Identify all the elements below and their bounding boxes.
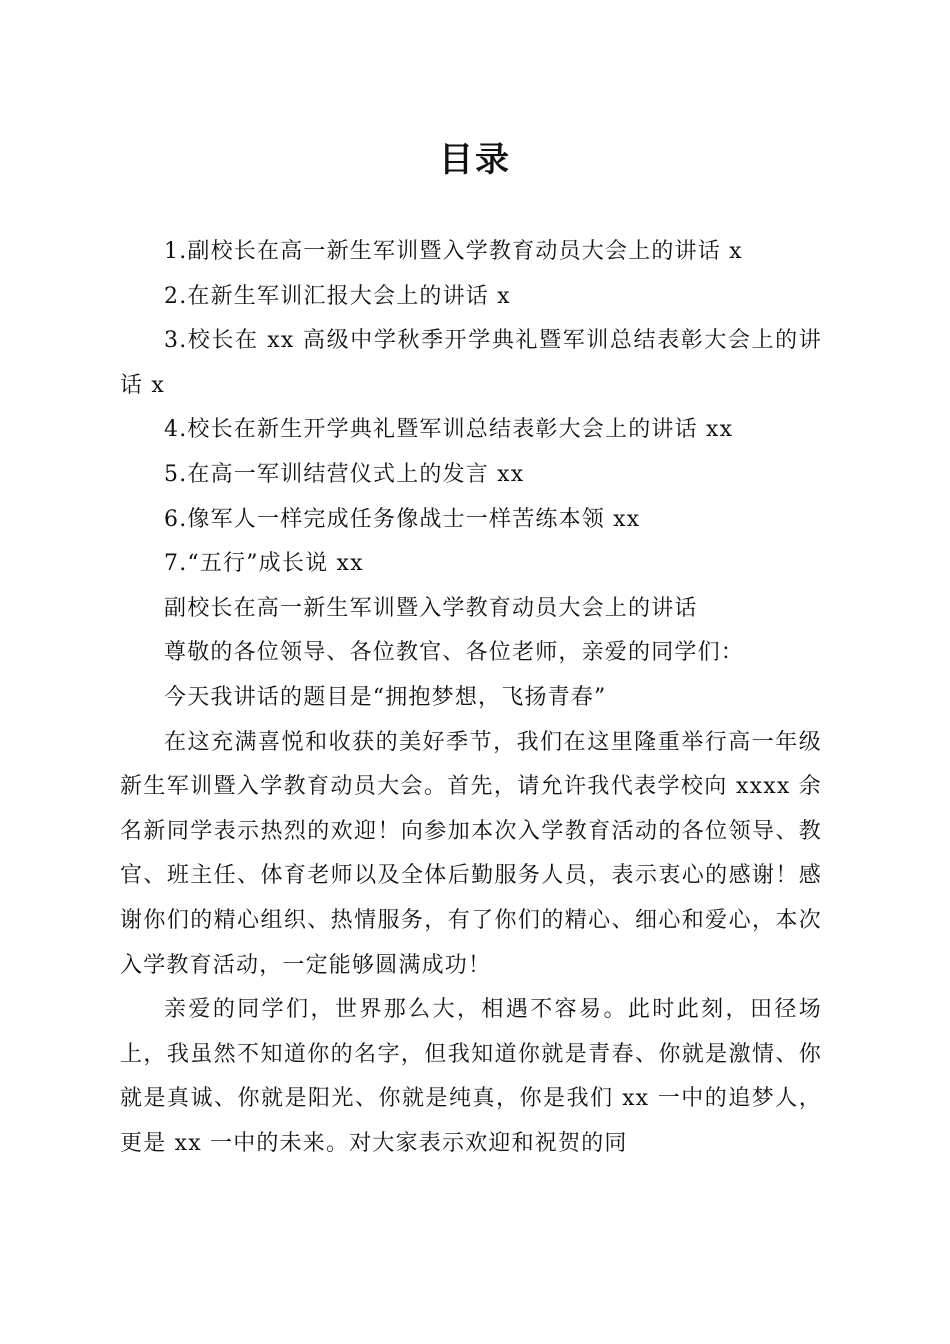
toc-item-2: 2.在新生军训汇报大会上的讲话 x [164, 283, 511, 309]
speech-title: 副校长在高一新生军训暨入学教育动员大会上的讲话 [164, 595, 698, 621]
document-title: 目录 [439, 140, 511, 180]
toc-item-7: 7.“五行”成长说 xx [164, 551, 364, 577]
toc-item-3: 3.校长在 xx 高级中学秋季开学典礼暨军训总结表彰大会上的讲话 x [120, 328, 822, 398]
greeting: 尊敬的各位领导、各位教官、各位老师，亲爱的同学们： [164, 640, 745, 666]
toc-item-1: 1.副校长在高一新生军训暨入学教育动员大会上的讲话 x [164, 239, 743, 264]
body-paragraph-1: 在这充满喜悦和收获的美好季节，我们在这里隆重举行高一年级新生军训暨入学教育动员大会。首先，请允许我代表学校向 xxxx 余名新同学表示热烈的欢迎！向参加本次入学教育活动的各位领导、教官、班主任、体育老师以及全体后勤服务人员，表示衷心的感谢！感谢你们的精心组织、热情服务，有了你们的精心、细心和爱心，本次入学教育活动，一定能够圆满成功！ [120, 729, 822, 978]
document-body [120, 230, 822, 1166]
toc-item-4: 4.校长在新生开学典礼暨军训总结表彰大会上的讲话 xx [164, 417, 734, 443]
toc-item-5: 5.在高一军训结营仪式上的发言 xx [164, 461, 525, 487]
speech-topic: 今天我讲话的题目是“拥抱梦想，飞扬青春” [164, 684, 607, 710]
body-paragraph-2: 亲爱的同学们，世界那么大，相遇不容易。此时此刻，田径场上，我虽然不知道你的名字，但我知道你就是青春、你就是激情、你就是真诚、你就是阳光、你就是纯真，你是我们 xx 一中的追梦人，更是 xx 一中的未来。对大家表示欢迎和祝贺的同 [120, 997, 822, 1156]
toc-item-6: 6.像军人一样完成任务像战士一样苦练本领 xx [164, 506, 641, 532]
